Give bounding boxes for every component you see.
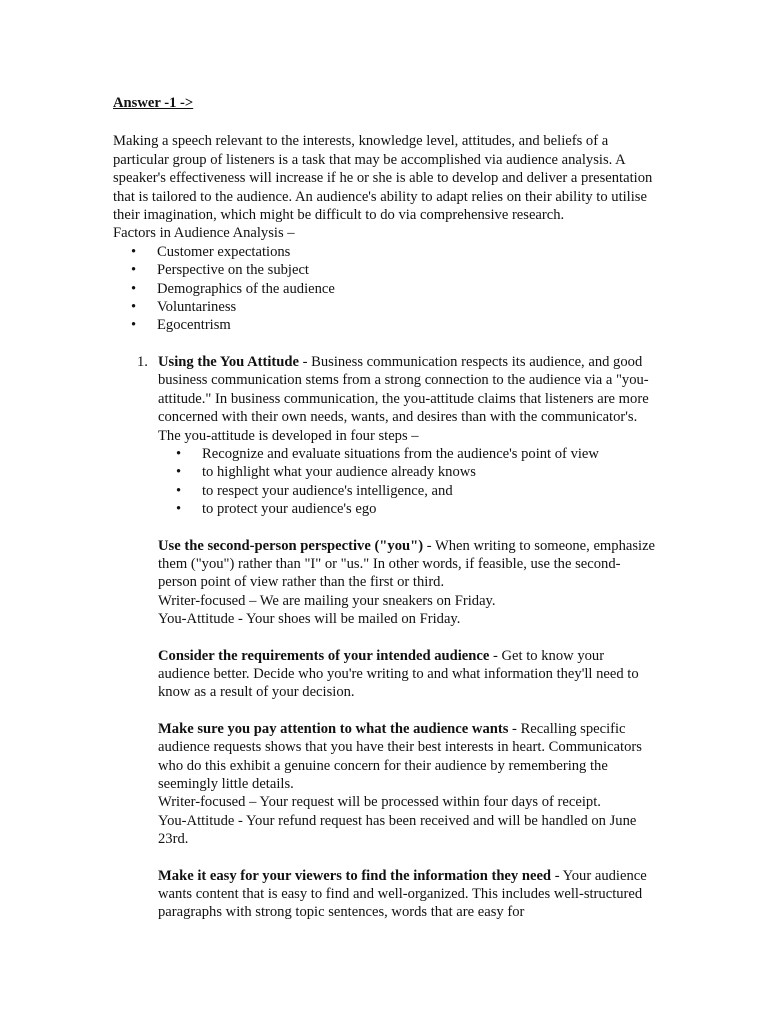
- item1-text: - Business communication respects its audience, and good business communication stems from a strong connection to the audience via a "you-attitude." In business communication, the you-attitude claims that listeners are more concerned with their own needs, wants, and desires than with the communicator's. The you-attitude is developed in four steps –: [158, 353, 649, 444]
- list-item: • Recognize and evaluate situations from the audience's point of view: [158, 445, 658, 463]
- section3-paragraph: [158, 647, 658, 702]
- section2-writer: Writer-focused – We are mailing your sneakers on Friday.: [158, 592, 496, 609]
- section-audience-wants: [158, 720, 658, 849]
- factors-list: [113, 243, 658, 335]
- document-page: [113, 94, 658, 922]
- section-find-information: [158, 867, 658, 922]
- you-attitude-steps: [158, 445, 658, 519]
- section4-you: You-Attitude - Your refund request has been received and will be handled on June 23rd.: [158, 812, 637, 848]
- section2-title: Use the second-person perspective ("you"): [158, 537, 424, 554]
- answer-heading: Answer -1 ->: [113, 95, 194, 111]
- numbered-list: [113, 353, 658, 922]
- section2-you: You-Attitude - Your shoes will be mailed on Friday.: [158, 611, 461, 628]
- list-item: • Demographics of the audience: [113, 280, 658, 298]
- list-item: • Customer expectations: [113, 243, 658, 261]
- factors-title: Factors in Audience Analysis –: [113, 225, 295, 242]
- section4-title: Make sure you pay attention to what the audience wants: [158, 720, 509, 737]
- section5-paragraph: [158, 867, 658, 922]
- item1-paragraph: [158, 353, 658, 445]
- list-item: • to highlight what your audience already knows: [158, 463, 658, 481]
- list-item: • Voluntariness: [113, 298, 658, 316]
- section4-writer: Writer-focused – Your request will be processed within four days of receipt.: [158, 794, 601, 811]
- section2-paragraph: [158, 537, 658, 592]
- item-number: 1.: [137, 353, 148, 370]
- list-item: • Egocentrism: [113, 316, 658, 334]
- numbered-item-1: [113, 353, 658, 922]
- item1-title: Using the You Attitude: [158, 353, 299, 370]
- section-requirements: [158, 647, 658, 702]
- section4-text: - Recalling specific audience requests shows that you have their best interests in heart. Communicators who do this exhibit a genuine concern for their audience by remembering the seemingly little details.: [158, 720, 642, 792]
- list-item: • to respect your audience's intelligence, and: [158, 482, 658, 500]
- section2-text: - When writing to someone, emphasize them ("you") rather than "I" or "us." In other words, if feasible, use the second-person point of view rather than the first or third.: [158, 537, 656, 591]
- section-second-person: [158, 537, 658, 629]
- section4-paragraph: [158, 720, 658, 794]
- section5-text: - Your audience wants content that is easy to find and well-organized. This includes well-structured paragraphs with strong topic sentences, words that are easy for: [158, 867, 647, 921]
- section3-title: Consider the requirements of your intended audience: [158, 647, 490, 664]
- list-item: • to protect your audience's ego: [158, 500, 658, 518]
- section5-title: Make it easy for your viewers to find the information they need: [158, 867, 552, 884]
- intro-paragraph: Making a speech relevant to the interests, knowledge level, attitudes, and beliefs of a particular group of listeners is a task that may be accomplished via audience analysis. A speaker's effectiveness will increase if he or she is able to develop and deliver a presentation that is tailored to the audience. An audience's ability to adapt relies on their ability to utilise their imagination, which might be difficult to do via comprehensive research.: [113, 133, 653, 224]
- list-item: • Perspective on the subject: [113, 261, 658, 279]
- section3-text: - Get to know your audience better. Decide who you're writing to and what information they'll need to know as a result of your decision.: [158, 647, 639, 701]
